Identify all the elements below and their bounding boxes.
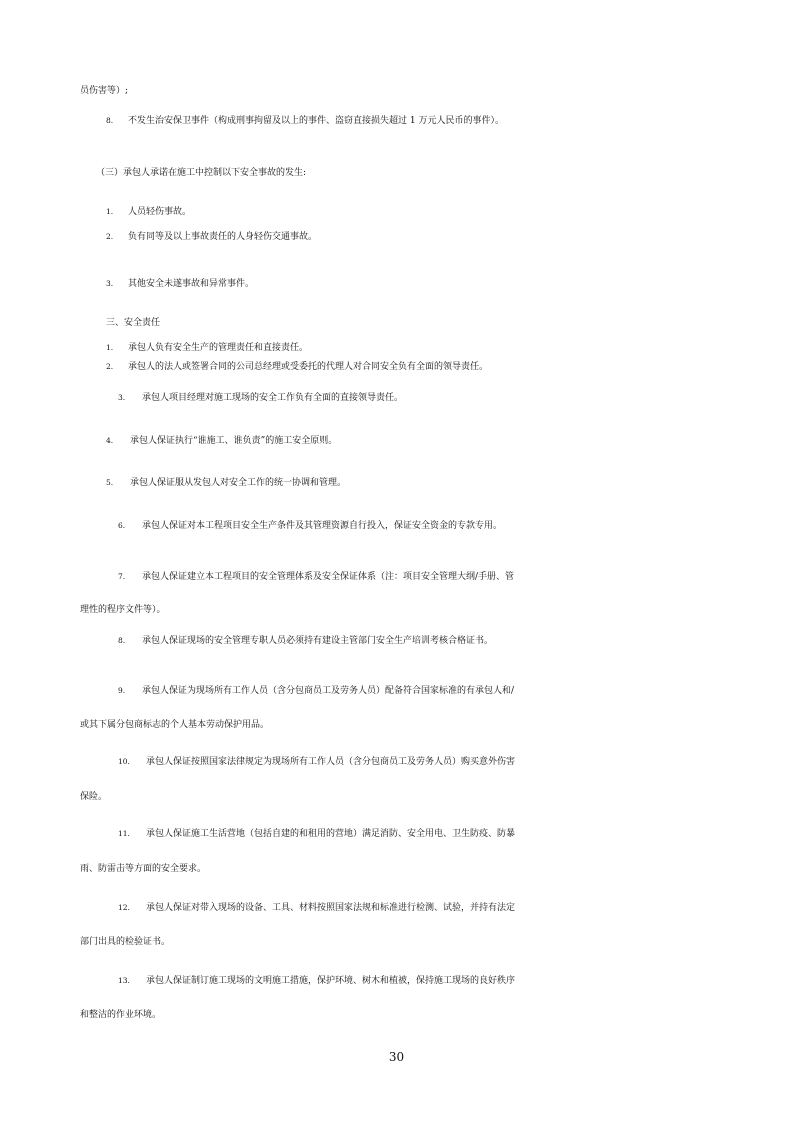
- section-heading: （三）承包人承诺在施工中控制以下安全事故的发生:: [96, 168, 307, 178]
- text-line: 或其下属分包商标志的个人基本劳动保护用品。: [80, 720, 270, 730]
- list-item: 8. 承包人保证现场的安全管理专职人员必须持有建设主管部门安全生产培训考核合格证书。: [118, 636, 494, 646]
- text-line: 雨、防雷击等方面的安全要求。: [80, 864, 207, 874]
- list-item: 8. 不发生治安保卫事件（构成刑事拘留及以上的事件、盗窃直接损失超过 1 万元人民币的事件）。: [106, 116, 504, 126]
- list-item: 9. 承包人保证为现场所有工作人员（含分包商员工及劳务人员）配备符合国家标准的有承包人和/: [118, 686, 515, 696]
- text-line: 部门出具的检验证书。: [80, 937, 171, 947]
- list-item: 6. 承包人保证对本工程项目安全生产条件及其管理资源自行投入，保证安全资金的专款专用。: [118, 521, 503, 531]
- list-item: 13. 承包人保证制订施工现场的文明施工措施，保护环境、树木和植被，保持施工现场的良好秩序: [118, 976, 516, 986]
- list-item: 2. 负有同等及以上事故责任的人身轻伤交通事故。: [106, 232, 318, 242]
- list-item: 12. 承包人保证对带入现场的设备、工具、材料按照国家法规和标准进行检测、试验，并持有法定: [118, 903, 516, 913]
- section-heading: 三、安全责任: [106, 318, 161, 328]
- list-item: 3. 其他安全未遂事故和异常事件。: [106, 279, 255, 289]
- list-item: 11. 承包人保证施工生活营地（包括自建的和租用的营地）满足消防、安全用电、卫生防疫、防暴: [118, 829, 516, 839]
- text-line: 和整洁的作业环境。: [80, 1010, 162, 1020]
- list-item: 1. 人员轻伤事故。: [106, 207, 192, 217]
- list-item: 7. 承包人保证建立本工程项目的安全管理体系及安全保证体系（注：项目安全管理大纲/手册、管: [118, 572, 515, 582]
- list-item: 4. 承包人保证执行“谁施工、谁负责”的施工安全原则。: [106, 436, 338, 446]
- list-item: 3. 承包人项目经理对施工现场的安全工作负有全面的直接领导责任。: [118, 393, 404, 403]
- list-item: 5. 承包人保证服从发包人对安全工作的统一协调和管理。: [106, 478, 347, 488]
- text-line: 保险。: [80, 792, 108, 802]
- text-line: 员伤害等）;: [80, 86, 129, 96]
- list-item: 1. 承包人负有安全生产的管理责任和直接责任。: [106, 343, 309, 353]
- list-item: 10. 承包人保证按照国家法律规定为现场所有工作人员（含分包商员工及劳务人员）购买意外伤害: [118, 757, 516, 767]
- list-item: 2. 承包人的法人或签署合同的公司总经理或受委托的代理人对合同安全负有全面的领导责任。: [106, 362, 489, 372]
- page-number: 30: [388, 1050, 405, 1064]
- text-line: 理性的程序文件等）。: [80, 605, 166, 615]
